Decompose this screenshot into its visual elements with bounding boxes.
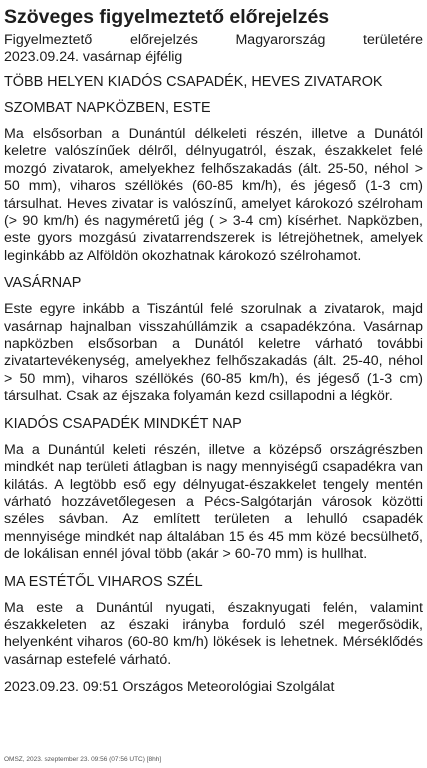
section-heading-saturday: SZOMBAT NAPKÖZBEN, ESTE (4, 100, 211, 116)
section-heading-main: TÖBB HELYEN KIADÓS CSAPADÉK, HEVES ZIVATAROK (4, 74, 383, 90)
section-heading-heavy-rain: KIADÓS CSAPADÉK MINDKÉT NAP (4, 415, 242, 432)
issue-signature: 2023.09.23. 09:51 Országos Meteorológiai Szolgálat (4, 679, 335, 696)
section-text-sunday: Este egyre inkább a Tiszántúl felé szorulnak a zivatarok, majd vasárnap hajnalban visszahúllámzik a csapadékzóna. Vasárnap napközben elsősorban a Dunától keletre várható további zivatartevékenység, amelyekhez felhőszakadás (ált. 25-40, néhol > 50 mm), viharos széllökés (60-85 km/h), és jégeső (1-3 cm) társulhat. Csak az éjszaka folyamán kezd csillapodni a légkör. (4, 301, 423, 405)
section-text-heavy-rain: Ma a Dunántúl keleti részén, illetve a középső országrészben mindkét nap területi átlagban is nagy mennyiségű csapadékra van kilátás. A legtöbb eső egy délnyugat-északkelet tengely mentén várható hozzávetőlegesen a Pécs-Salgótarján városok közötti széles sávban. Az említett területen a lehulló csapadék mennyisége mindkét nap általában 15 és 45 mm közé becsülhető, de lokálisan ennél jóval több (akár > 60-70 mm) is hullhat. (4, 441, 423, 563)
subtitle-line-2: 2023.09.24. vasárnap éjfélig (4, 49, 183, 65)
section-heading-windy: MA ESTÉTŐL VIHAROS SZÉL (4, 573, 203, 590)
section-heading-sunday: VASÁRNAP (4, 275, 82, 292)
section-text-saturday: Ma elsősorban a Dunántúl délkeleti részén, illetve a Dunától keletre valószínűek délről, délnyugatról, észak, északkelet felé mozgó zivatarok, amelyekhez felhőszakadás (ált. 25-50, néhol > 50 mm), viharos széllökés (60-85 km/h), és jégeső (1-3 cm) társulhat. Heves zivatar is valószínű, amelyet károkozó szélroham (> 90 km/h) és nagyméretű jég ( > 3-4 cm) kísérhet. Napközben, este gyors mozgású zivatarrendszerek is létrejöhetnek, amelyek leginkább az Alföldön okozhatnak károkozó szélrohamot. (4, 126, 423, 264)
subtitle-line-1: Figyelmeztető előrejelzés Magyarország területére (4, 32, 423, 48)
page-subtitle (4, 32, 423, 66)
page-footer: OMSZ, 2023. szeptember 23. 09:56 (07:56 UTC) [8hh] (4, 756, 162, 763)
page-title: Szöveges figyelmeztető előrejelzés (4, 6, 330, 28)
section-text-windy: Ma este a Dunántúl nyugati, északnyugati felén, valamint északkeleten az északi irányba forduló szél megerősödik, helyenként viharos (60-80 km/h) lökések is lehetnek. Mérséklődés vasárnap estefelé várható. (4, 599, 423, 668)
